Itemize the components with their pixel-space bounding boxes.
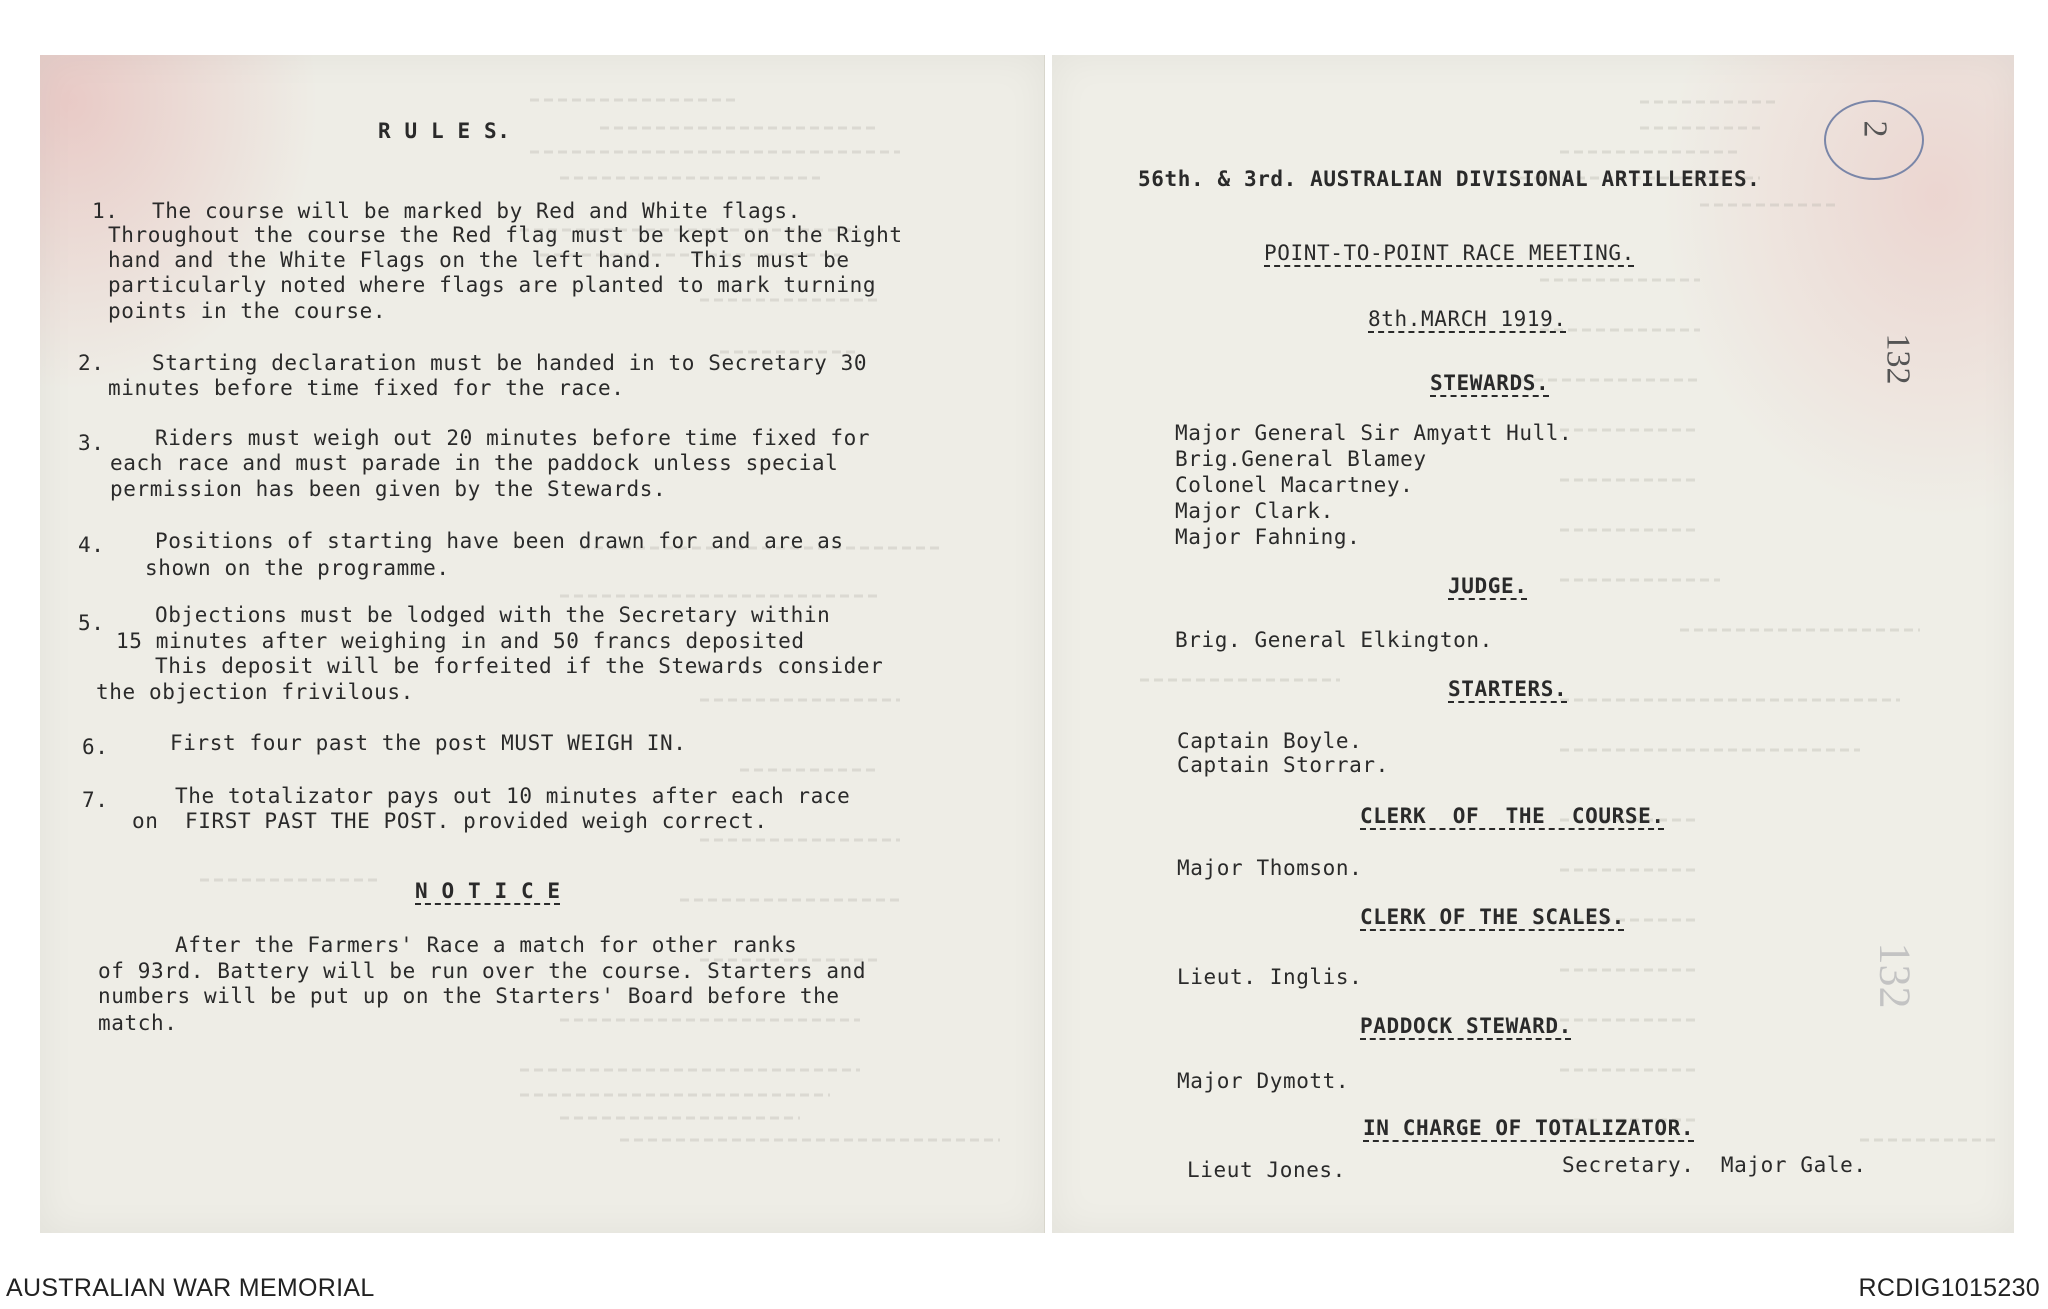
steward-name: Colonel Macartney.	[1175, 473, 1414, 497]
rule-line: This deposit will be forfeited if the Stewards consider	[155, 654, 884, 678]
clerk-scales-name: Lieut. Inglis.	[1177, 965, 1363, 989]
paddock-heading: PADDOCK STEWARD.	[1360, 1014, 1572, 1038]
program-title: 56th. & 3rd. AUSTRALIAN DIVISIONAL ARTILLERIES.	[1138, 167, 1761, 191]
rule-line: The totalizator pays out 10 minutes after each race	[175, 784, 851, 808]
totalizator-heading: IN CHARGE OF TOTALIZATOR.	[1363, 1116, 1695, 1140]
rule-line: Throughout the course the Red flag must be kept on the Right	[108, 223, 903, 247]
rule-line: Objections must be lodged with the Secretary within	[155, 603, 831, 627]
notice-line: match.	[98, 1011, 178, 1035]
notice-line: numbers will be put up on the Starters' Board before the	[98, 984, 840, 1008]
notice-line: of 93rd. Battery will be run over the course. Starters and	[98, 959, 867, 983]
rule-line: on FIRST PAST THE POST. provided weigh correct.	[132, 809, 768, 833]
steward-name: Brig.General Blamey	[1175, 447, 1427, 471]
rule-number: 4.	[78, 533, 105, 557]
rule-line: Starting declaration must be handed in to Secretary 30	[152, 351, 868, 375]
footer-record-id: RCDIG1015230	[1858, 1274, 2040, 1302]
totalizator-name: Lieut Jones.	[1187, 1158, 1346, 1182]
paddock-name: Major Dymott.	[1177, 1069, 1350, 1093]
steward-name: Major Clark.	[1175, 499, 1334, 523]
rule-number: 1.	[92, 199, 119, 223]
judge-name: Brig. General Elkington.	[1175, 628, 1493, 652]
clerk-course-heading: CLERK OF THE COURSE.	[1360, 804, 1665, 828]
rule-number: 3.	[78, 431, 105, 455]
rule-line: minutes before time fixed for the race.	[108, 376, 625, 400]
folio-number-bleed: 132	[1870, 942, 1920, 1009]
clerk-scales-heading: CLERK OF THE SCALES.	[1360, 905, 1625, 929]
rule-line: points in the course.	[108, 299, 387, 323]
rule-number: 5.	[78, 611, 105, 635]
judge-heading: JUDGE.	[1448, 574, 1528, 598]
rule-line: First four past the post MUST WEIGH IN.	[170, 731, 687, 755]
rule-line: permission has been given by the Stewards.	[110, 477, 667, 501]
meeting-title: POINT-TO-POINT RACE MEETING.	[1264, 241, 1635, 265]
rule-number: 6.	[82, 735, 109, 759]
clerk-course-name: Major Thomson.	[1177, 856, 1363, 880]
rule-line: particularly noted where flags are planted to mark turning	[108, 273, 877, 297]
rule-line: each race and must parade in the paddock unless special	[110, 451, 839, 475]
rule-line: The course will be marked by Red and White flags.	[152, 199, 801, 223]
steward-name: Major General Sir Amyatt Hull.	[1175, 421, 1573, 445]
rule-line: hand and the White Flags on the left hand. This must be	[108, 248, 850, 272]
meeting-date: 8th.MARCH 1919.	[1368, 307, 1567, 331]
starter-name: Captain Storrar.	[1177, 753, 1389, 777]
rules-heading: R U L E S.	[378, 119, 511, 143]
starters-heading: STARTERS.	[1448, 677, 1568, 701]
starter-name: Captain Boyle.	[1177, 729, 1363, 753]
archive-stamp-mark: 2	[1856, 120, 1894, 138]
rule-line: Riders must weigh out 20 minutes before time fixed for	[155, 426, 871, 450]
rule-line: Positions of starting have been drawn for and are as	[155, 529, 844, 553]
notice-heading: N O T I C E	[415, 879, 561, 903]
steward-name: Major Fahning.	[1175, 525, 1361, 549]
secretary-line: Secretary. Major Gale.	[1562, 1153, 1867, 1177]
folio-number: 132	[1879, 333, 1917, 385]
stewards-heading: STEWARDS.	[1430, 371, 1550, 395]
rule-number: 7.	[82, 788, 109, 812]
rule-line: shown on the programme.	[145, 556, 450, 580]
archive-stamp-circle	[1824, 100, 1924, 180]
notice-line: After the Farmers' Race a match for other ranks	[175, 933, 798, 957]
rule-number: 2.	[78, 351, 105, 375]
footer-institution: AUSTRALIAN WAR MEMORIAL	[6, 1274, 375, 1302]
rule-line: 15 minutes after weighing in and 50 francs deposited	[116, 629, 805, 653]
rule-line: the objection frivilous.	[96, 680, 414, 704]
